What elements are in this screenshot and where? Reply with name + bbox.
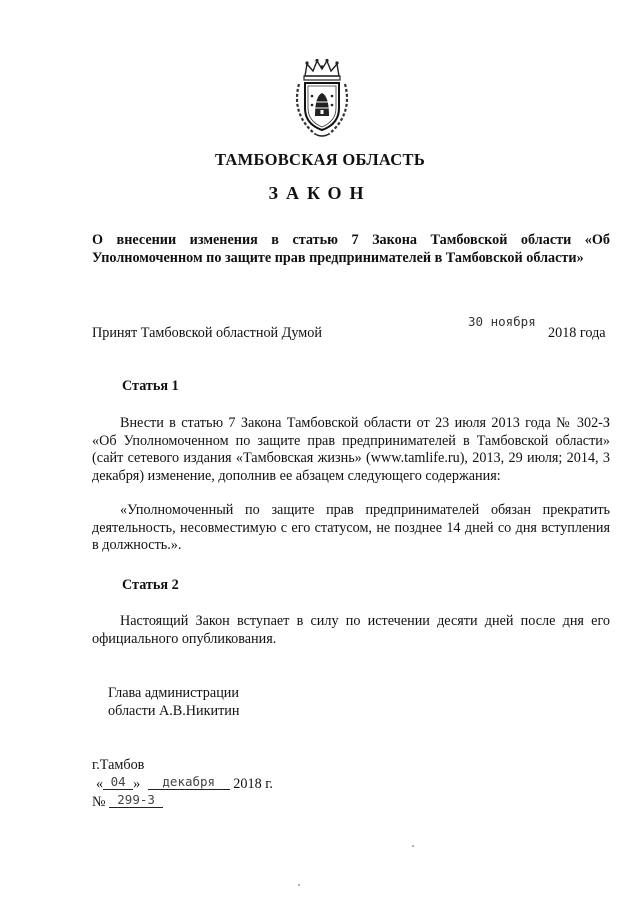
sign-day: 04 — [110, 773, 126, 789]
coat-of-arms-icon — [293, 58, 351, 140]
scan-speck — [298, 884, 300, 886]
signature-title: Глава администрации — [108, 685, 239, 701]
article-1-paragraph-2: «Уполномоченный по защите прав предпринимателей обязан прекратить деятельность, несовместимую с его статусом, не позднее 14 дней со дня вступления в должность.». — [92, 502, 610, 553]
sign-year: 2018 г. — [233, 775, 273, 792]
law-number: 299-З — [117, 792, 155, 807]
number-sign: № — [92, 794, 106, 810]
signature-block — [108, 685, 239, 720]
signature-name: области А.В.Никитин — [108, 702, 240, 719]
law-number-line — [92, 793, 273, 812]
article-2-heading: Статья 2 — [122, 577, 179, 593]
sign-month: декабря — [162, 773, 216, 789]
article-2-paragraph-1: Настоящий Закон вступает в силу по истечении десяти дней после дня его официального опубликования. — [92, 613, 610, 647]
city: г.Тамбов — [92, 757, 145, 773]
scan-speck — [412, 845, 414, 847]
article-1-paragraph-1: Внести в статью 7 Закона Тамбовской области от 23 июля 2013 года № 302-З «Об Уполномоченном по защите прав предпринимателей в Тамбовской области» (сайт сетевого издания «Тамбовская жизнь» (www.tamlife.ru), 2013, 29 июля; 2014, 3 декабря) изменение, дополнив ее абзацем следующего содержания: — [92, 415, 610, 484]
article-1-heading: Статья 1 — [122, 378, 179, 394]
quote-close: » — [133, 775, 141, 792]
adopted-by-text: Принят Тамбовской областной Думой — [92, 325, 322, 341]
law-subject: О внесении изменения в статью 7 Закона Тамбовской области «Об Уполномоченном по защите прав предпринимателей в Тамбовской области» — [92, 232, 610, 266]
adoption-date: 30 ноября — [468, 314, 536, 329]
document-type-title: ЗАКОН — [268, 183, 372, 203]
quote-open: « — [96, 775, 104, 792]
adoption-year: 2018 года — [548, 325, 606, 341]
place-date-block — [92, 757, 273, 812]
region-title: ТАМБОВСКАЯ ОБЛАСТЬ — [214, 150, 426, 169]
